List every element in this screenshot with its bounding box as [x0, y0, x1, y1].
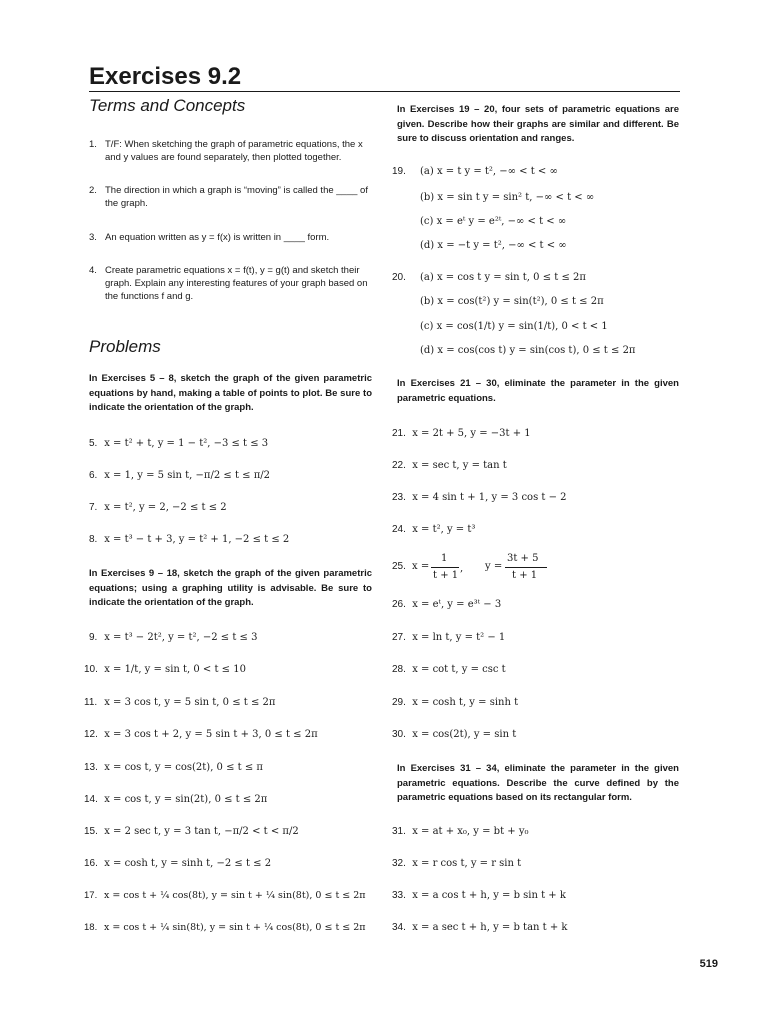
question-4	[89, 264, 375, 303]
problem-6	[89, 469, 270, 482]
page-title: Exercises 9.2	[89, 63, 242, 90]
problem-33	[392, 889, 566, 902]
question-number: 1.	[89, 139, 97, 150]
problem-number: 16.	[84, 858, 98, 869]
problem-equation: x = cos t + ¼ sin(8t), y = sin t + ¼ cos(8t), 0 ≤ t ≤ 2π	[104, 922, 366, 933]
problem-equation: x = r cos t, y = r sin t	[412, 858, 522, 869]
exercises-9-18-instructions: In Exercises 9 – 18, sketch the graph of the given parametric equations; using a graphing utility is advisable. Be sure to indicate the orientation of the graph.	[89, 568, 372, 608]
problem-number: 33.	[392, 890, 406, 901]
problem-number: 9.	[89, 632, 98, 643]
problem-number: 8.	[89, 534, 98, 545]
problem-equation: x = t³ − t + 3, y = t² + 1, −2 ≤ t ≤ 2	[104, 534, 290, 545]
problem-equation: x = ln t, y = t² − 1	[412, 632, 506, 643]
problem-number: 21.	[392, 428, 406, 439]
section-problems-heading: Problems	[89, 337, 161, 356]
problem-25-y-lhs: y =	[485, 561, 503, 572]
problem-25-x-denominator: t + 1	[433, 570, 459, 581]
problem-equation: x = 3 cos t, y = 5 sin t, 0 ≤ t ≤ 2π	[104, 697, 276, 708]
problem-equation: x = cos t, y = cos(2t), 0 ≤ t ≤ π	[104, 762, 263, 773]
problem-number: 10.	[84, 664, 98, 675]
problem-20-number	[392, 271, 406, 284]
problem-13	[84, 761, 263, 774]
problem-number: 25.	[392, 561, 406, 572]
problem-25-number	[392, 560, 406, 573]
problem-equation: x = 1, y = 5 sin t, −π/2 ≤ t ≤ π/2	[104, 470, 271, 481]
problem-equation: x = cot t, y = csc t	[412, 664, 506, 675]
problem-equation: x = cos t, y = sin(2t), 0 ≤ t ≤ 2π	[104, 794, 268, 805]
problem-32	[392, 857, 521, 870]
problem-equation: x = a cos t + h, y = b sin t + k	[412, 890, 566, 901]
problem-number: 13.	[84, 762, 98, 773]
problem-number: 34.	[392, 922, 406, 933]
problem-25-y-numerator: 3t + 5	[507, 553, 539, 564]
problem-20a: (a) x = cos t y = sin t, 0 ≤ t ≤ 2π	[420, 272, 586, 283]
question-text: Create parametric equations x = f(t), y = g(t) and sketch their graph. Explain any interesting features of your graph based on the functions f and g.	[105, 265, 368, 302]
problem-12	[84, 728, 318, 741]
problem-equation: x = a sec t + h, y = b tan t + k	[412, 922, 568, 933]
problem-number: 14.	[84, 794, 98, 805]
problem-5	[89, 437, 268, 450]
problem-9	[89, 631, 257, 644]
problem-24	[392, 523, 475, 536]
problem-25-x-fraction-bar	[431, 567, 459, 568]
exercises-31-34-instructions: In Exercises 31 – 34, eliminate the parameter in the given parametric equations. Describe the curve defined by the parametric equations based on its rectangular form.	[397, 763, 679, 803]
question-number: 3.	[89, 232, 97, 243]
problem-number: 27.	[392, 632, 406, 643]
problem-equation: x = cos(2t), y = sin t	[412, 729, 517, 740]
problem-25-x-lhs: x =	[412, 561, 430, 572]
problem-16	[84, 857, 271, 870]
problem-equation: x = eᵗ, y = e³ᵗ − 3	[412, 599, 502, 610]
exercises-5-8-instructions: In Exercises 5 – 8, sketch the graph of the given parametric equations by hand, making a table of points to plot. Be sure to indicate the orientation of the graph.	[89, 373, 372, 413]
problem-number: 23.	[392, 492, 406, 503]
problem-equation: x = 2t + 5, y = −3t + 1	[412, 428, 531, 439]
question-number: 4.	[89, 265, 97, 276]
problem-equation: x = sec t, y = tan t	[412, 460, 507, 471]
question-text: The direction in which a graph is “moving” is called the ____ of the graph.	[105, 185, 368, 209]
problem-11	[84, 696, 275, 709]
problem-22	[392, 459, 507, 472]
exercises-19-20-instructions: In Exercises 19 – 20, four sets of parametric equations are given. Describe how their graphs are similar and different. Be sure to discuss orientation and ranges.	[397, 104, 679, 144]
question-1	[89, 138, 375, 164]
problem-number: 6.	[89, 470, 98, 481]
problem-25-x-numerator: 1	[441, 553, 448, 564]
problem-7	[89, 501, 227, 514]
problem-number: 26.	[392, 599, 406, 610]
question-text: T/F: When sketching the graph of parametric equations, the x and y values are found separately, then plotted together.	[105, 139, 363, 163]
problem-number: 5.	[89, 438, 98, 449]
problem-20d: (d) x = cos(cos t) y = sin(cos t), 0 ≤ t ≤ 2π	[420, 345, 636, 356]
problem-29	[392, 696, 518, 709]
problem-20b: (b) x = cos(t²) y = sin(t²), 0 ≤ t ≤ 2π	[420, 296, 604, 307]
problem-equation: x = 1/t, y = sin t, 0 < t ≤ 10	[104, 664, 246, 675]
problem-number: 32.	[392, 858, 406, 869]
problem-number: 28.	[392, 664, 406, 675]
section-terms-heading: Terms and Concepts	[89, 96, 246, 115]
problem-number: 18.	[84, 922, 98, 933]
problem-19a: (a) x = t y = t², −∞ < t < ∞	[420, 166, 558, 177]
problem-equation: x = at + x₀, y = bt + y₀	[412, 826, 529, 837]
question-2	[89, 184, 375, 210]
problem-25-y-denominator: t + 1	[512, 570, 538, 581]
problem-number: 17.	[84, 890, 98, 901]
problem-number: 12.	[84, 729, 98, 740]
problem-number: 19.	[392, 166, 406, 177]
problem-equation: x = t², y = 2, −2 ≤ t ≤ 2	[104, 502, 227, 513]
exercises-21-30-instructions: In Exercises 21 – 30, eliminate the parameter in the given parametric equations.	[397, 378, 679, 404]
problem-17	[84, 889, 366, 902]
problem-equation: x = cos t + ¼ cos(8t), y = sin t + ¼ sin(8t), 0 ≤ t ≤ 2π	[104, 890, 366, 901]
problem-number: 22.	[392, 460, 406, 471]
problem-number: 29.	[392, 697, 406, 708]
problem-number: 7.	[89, 502, 98, 513]
problem-number: 31.	[392, 826, 406, 837]
problem-equation: x = t² + t, y = 1 − t², −3 ≤ t ≤ 3	[104, 438, 269, 449]
problem-19-number	[392, 165, 406, 178]
problem-34	[392, 921, 567, 934]
problem-15	[84, 825, 299, 838]
problem-19d: (d) x = −t y = t², −∞ < t < ∞	[420, 240, 567, 251]
title-rule	[89, 91, 680, 92]
problem-30	[392, 728, 516, 741]
problem-25-y-fraction-bar	[505, 567, 547, 568]
problem-number: 30.	[392, 729, 406, 740]
problem-equation: x = cosh t, y = sinh t	[412, 697, 519, 708]
problem-equation: x = 4 sin t + 1, y = 3 cos t − 2	[412, 492, 567, 503]
problem-equation: x = 2 sec t, y = 3 tan t, −π/2 < t < π/2	[104, 826, 299, 837]
page-number: 519	[699, 958, 718, 970]
problem-19c: (c) x = eᵗ y = e²ᵗ, −∞ < t < ∞	[420, 216, 567, 227]
problem-19b: (b) x = sin t y = sin² t, −∞ < t < ∞	[420, 192, 595, 203]
problem-21	[392, 427, 531, 440]
problem-equation: x = t², y = t³	[412, 524, 476, 535]
problem-equation: x = 3 cos t + 2, y = 5 sin t + 3, 0 ≤ t ≤ 2π	[104, 729, 318, 740]
problem-27	[392, 631, 505, 644]
problem-14	[84, 793, 267, 806]
problem-8	[89, 533, 289, 546]
problem-number: 20.	[392, 272, 406, 283]
problem-25-separator: ,	[460, 563, 464, 574]
question-text: An equation written as y = f(x) is written in ____ form.	[105, 232, 330, 243]
problem-28	[392, 663, 506, 676]
problem-20c: (c) x = cos(1/t) y = sin(1/t), 0 < t < 1	[420, 321, 608, 332]
problem-equation: x = cosh t, y = sinh t, −2 ≤ t ≤ 2	[104, 858, 272, 869]
problem-23	[392, 491, 567, 504]
question-number: 2.	[89, 185, 97, 196]
problem-number: 11.	[84, 697, 98, 708]
problem-26	[392, 598, 501, 611]
question-3	[89, 231, 375, 244]
problem-equation: x = t³ − 2t², y = t², −2 ≤ t ≤ 3	[104, 632, 258, 643]
problem-18	[84, 921, 366, 934]
problem-number: 15.	[84, 826, 98, 837]
problem-10	[84, 663, 246, 676]
problem-31	[392, 825, 529, 838]
problem-number: 24.	[392, 524, 406, 535]
